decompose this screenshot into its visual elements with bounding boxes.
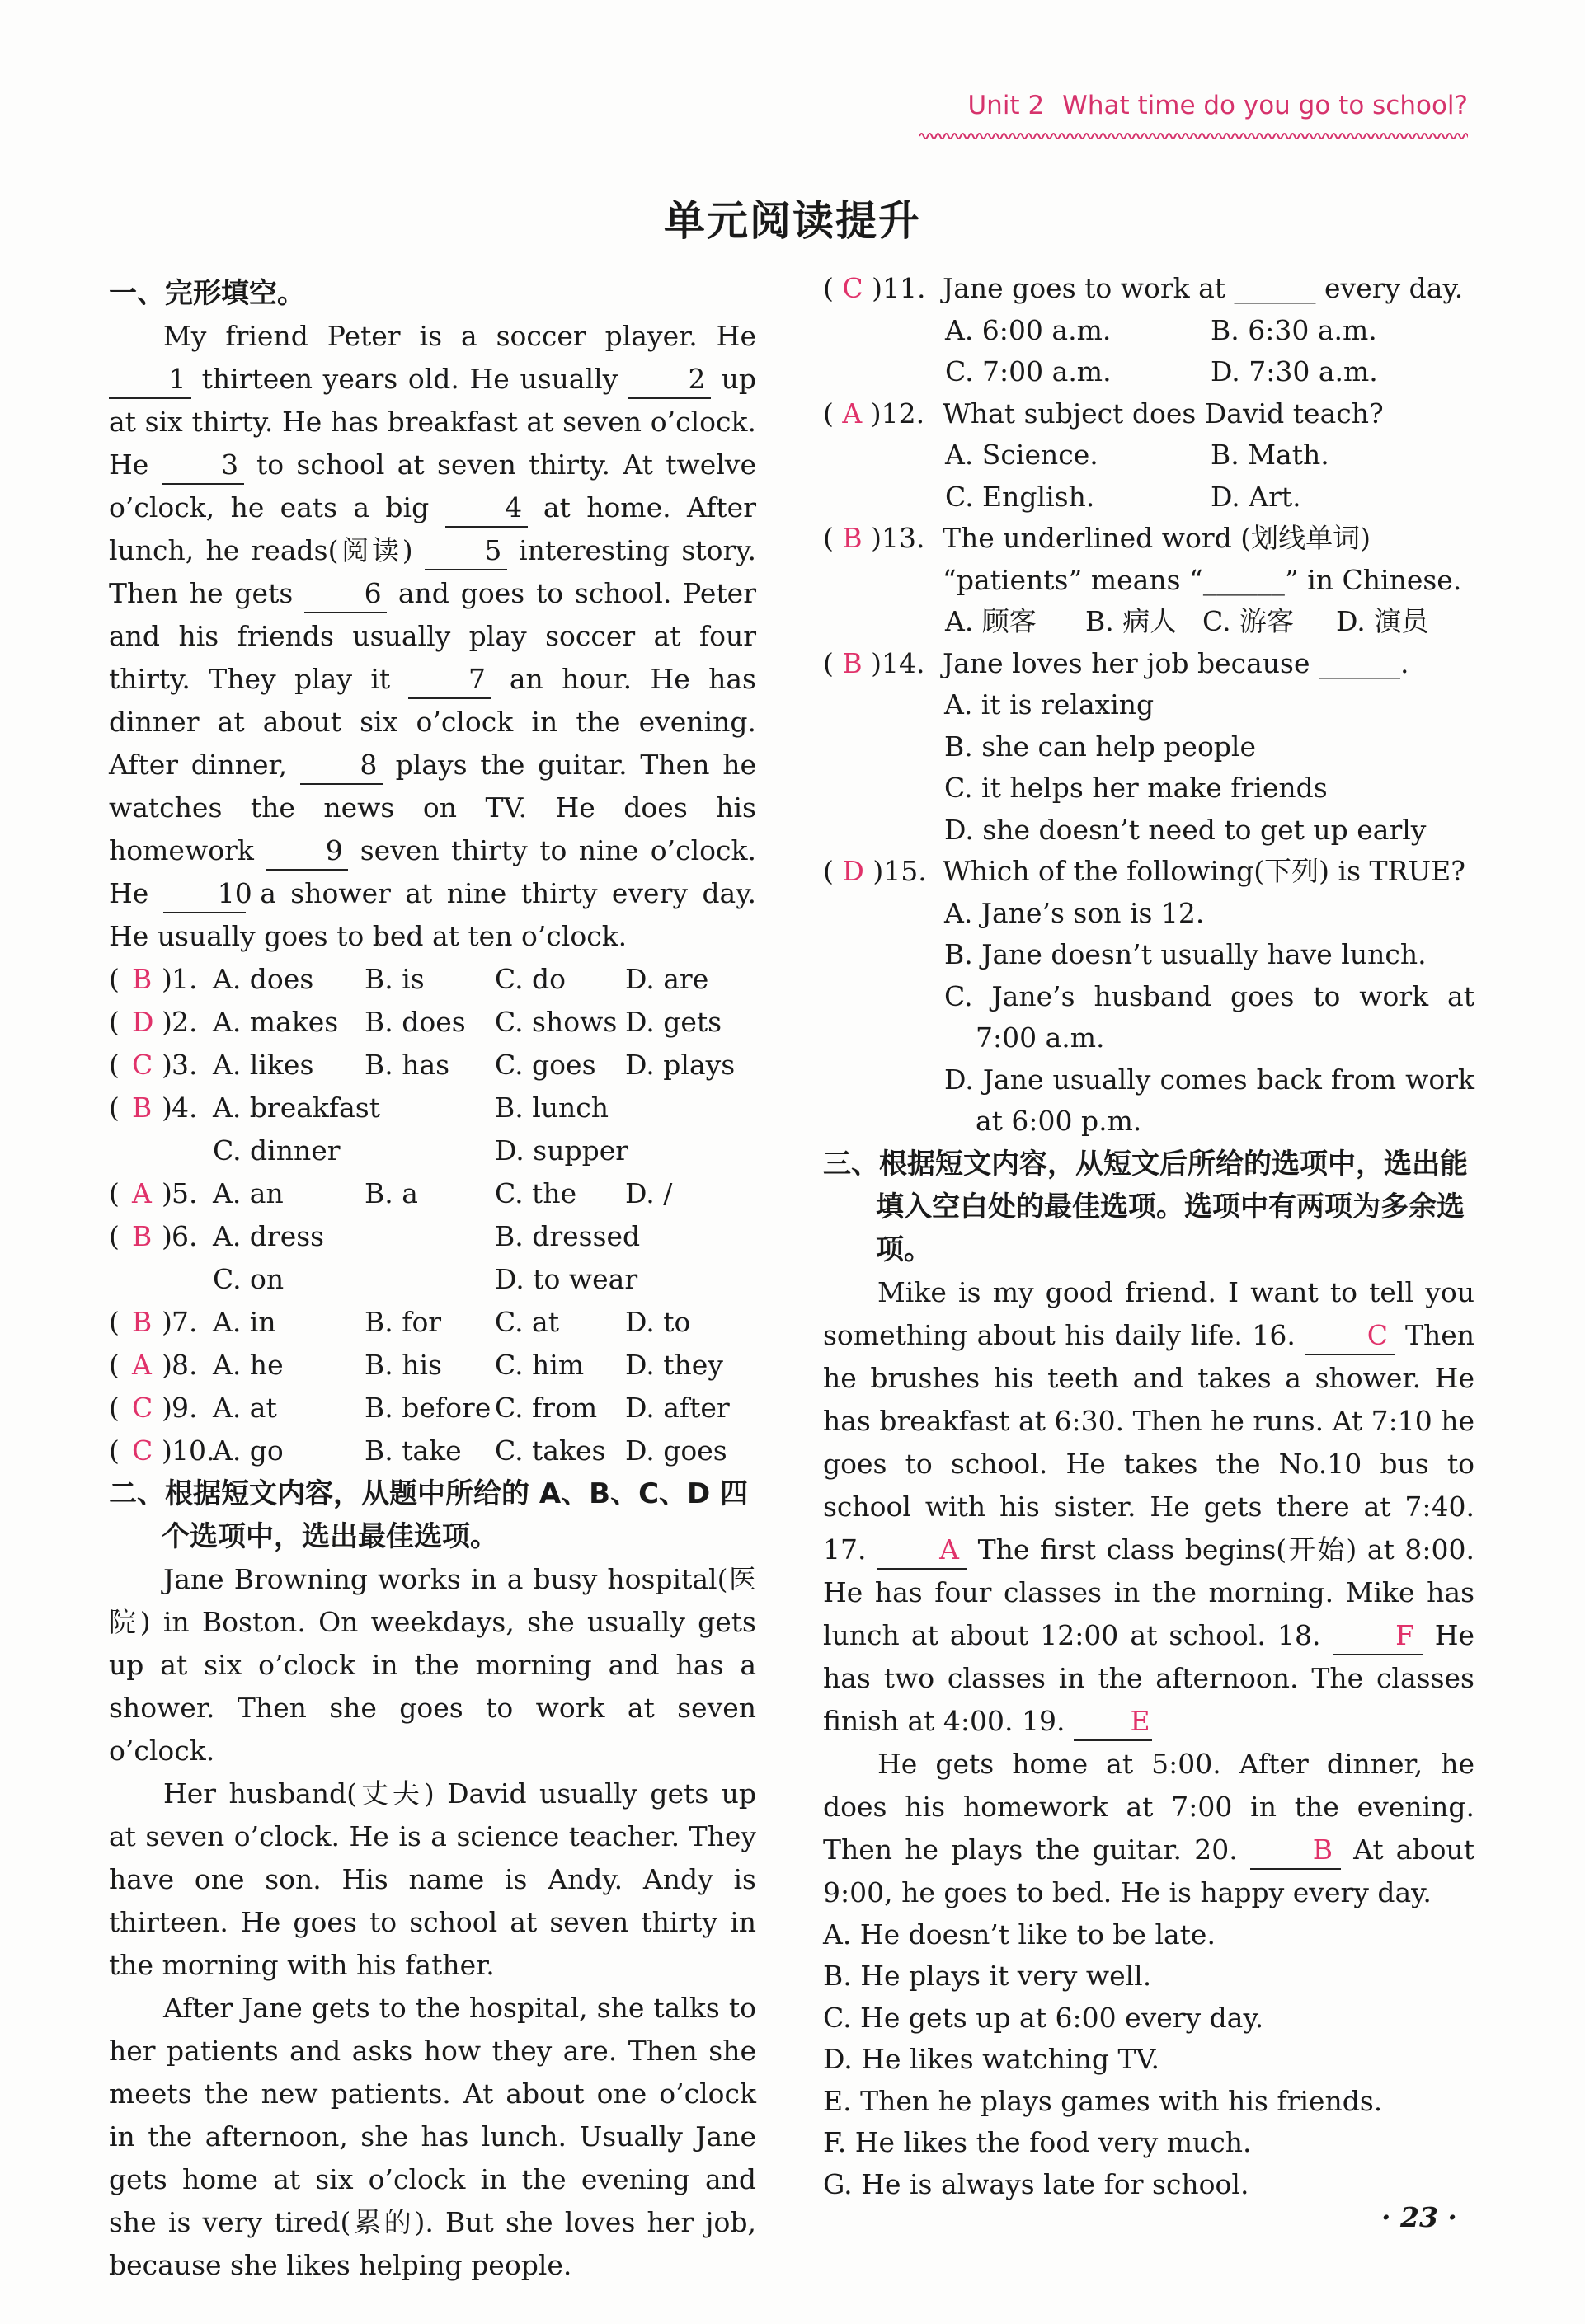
- paren-open: (: [109, 1349, 120, 1381]
- question-tag: ( C )11.: [823, 272, 926, 304]
- answer-letter: B: [132, 1220, 153, 1252]
- question-tag: ( A )12.: [823, 397, 925, 430]
- cloze-question: [109, 1087, 756, 1129]
- option-c: C. goes: [495, 1049, 596, 1081]
- section2-heading: 二、根据短文内容，从题中所给的 A、B、C、D 四个选项中，选出最佳选项。: [109, 1477, 749, 1553]
- question-option: C. Jane’s husband goes to work at 7:00 a.m.: [944, 979, 1474, 1054]
- question-option: D. Jane usually comes back from work at 6:00 p.m.: [944, 1063, 1474, 1137]
- gap-option: E. Then he plays games with his friends.: [823, 2084, 1383, 2117]
- option-c: C. shows: [495, 1006, 618, 1038]
- paren-open: (: [109, 1049, 120, 1081]
- paren-close: ): [162, 1349, 172, 1381]
- gap-options: [823, 1914, 1474, 2206]
- option-line: [823, 351, 1474, 393]
- question-option: B. Math.: [1211, 439, 1329, 471]
- question-option: B. Jane doesn’t usually have lunch.: [944, 938, 1427, 970]
- cloze-question-cont: [109, 1129, 756, 1172]
- question-number: 14.: [882, 646, 925, 679]
- question-stem: What subject does David teach?: [943, 397, 1384, 430]
- cloze-questions: [109, 958, 756, 1472]
- cloze-question: [109, 1344, 756, 1387]
- page-title: 单元阅读提升: [664, 197, 921, 245]
- paren-close: ): [162, 1177, 172, 1209]
- answer-letter: B: [132, 963, 153, 995]
- gap-answer-19: E: [1074, 1703, 1152, 1741]
- reading-paragraph-3: After Jane gets to the hospital, she talks to her patients and asks how they are. Then she meets the new patients. At about one o’clock in the afternoon, she has lunch. Usually Jane gets home at six o’clock in the evening and she is very tired(累的). But she loves her job, because she likes helping people.: [109, 1992, 756, 2281]
- answer-letter: C: [842, 272, 863, 304]
- paren-open: (: [109, 1006, 120, 1038]
- option-b: B. take: [365, 1434, 462, 1467]
- question-option: A. 顾客: [945, 605, 1037, 637]
- question-number: 15.: [883, 855, 927, 887]
- option-b: B. his: [365, 1349, 442, 1381]
- gap-option: A. He doesn’t like to be late.: [823, 1918, 1216, 1951]
- blank-10: 10: [163, 876, 246, 913]
- reading-question: [823, 643, 1474, 852]
- option-b: B. before: [365, 1392, 491, 1424]
- question-option: B. 6:30 a.m.: [1211, 313, 1377, 346]
- blank-7: 7: [408, 661, 491, 699]
- option-a: A. at: [213, 1392, 277, 1424]
- question-option: C. 7:00 a.m.: [945, 355, 1112, 387]
- question-tag: ( D )15.: [823, 855, 927, 887]
- option-d: D. they: [625, 1349, 723, 1381]
- blank-2: 2: [628, 361, 711, 399]
- gap-passage: Mike is my good friend. I want to tell you something about his daily life. 16. C Then he brushes his teeth and takes a shower. He has breakfast at 6:30. Then he runs. At 7:10 he goes to school. He takes the No.10 bus to school with his sister. He gets there at 7:40. 17. A The first class begins(开始) at 8:00. He has four classes in the morning. Mike has lunch at about 12:00 at school. 18. F He has two classes in the afternoon. The classes finish at 4:00. 19. E: [823, 1271, 1474, 1743]
- blank-9: 9: [266, 833, 348, 871]
- option-d: D. /: [625, 1177, 673, 1209]
- cloze-question: [109, 1001, 756, 1044]
- section1-heading: 一、完形填空。: [109, 277, 305, 310]
- cloze-question: [109, 958, 756, 1001]
- option-line: [823, 477, 1474, 519]
- reading-paragraph-1: Jane Browning works in a busy hospital(医院) in Boston. On weekdays, she usually gets up at six o’clock in the morning and has a shower. Then she goes to work at seven o’clock.: [109, 1563, 756, 1767]
- cloze-question: [109, 1044, 756, 1087]
- answer-letter: A: [132, 1177, 152, 1209]
- cloze-question: [109, 1215, 756, 1258]
- page-number: · 23 ·: [1381, 2201, 1457, 2233]
- paren-close: ): [162, 1434, 172, 1467]
- option-b: B. a: [365, 1177, 418, 1209]
- question-option: D. she doesn’t need to get up early: [944, 813, 1427, 846]
- question-stem: Jane goes to work at ______ every day.: [943, 272, 1464, 304]
- option-a: A. he: [213, 1349, 284, 1381]
- paren-open: (: [109, 1177, 120, 1209]
- question-number: 8.: [172, 1349, 198, 1381]
- reading-question: [823, 268, 1474, 393]
- answer-letter: C: [132, 1392, 153, 1424]
- paren-close: ): [162, 1392, 172, 1424]
- option-c: C. from: [495, 1392, 598, 1424]
- question-number: 7.: [172, 1306, 198, 1338]
- gap-passage-2: He gets home at 5:00. After dinner, he does his homework at 7:00 in the evening. Then he plays the guitar. 20. B At about 9:00, he goes to bed. He is happy every day.: [823, 1747, 1474, 1908]
- reading-questions: [823, 268, 1474, 1143]
- option-line: [823, 434, 1474, 477]
- question-option: D. Art.: [1211, 480, 1301, 513]
- paren-open: (: [109, 1306, 120, 1338]
- gap-option: D. He likes watching TV.: [823, 2043, 1160, 2075]
- gap-answer-20: B: [1250, 1832, 1341, 1870]
- option-line: [823, 601, 1474, 643]
- question-option: D. 演员: [1336, 605, 1429, 637]
- blank-4: 4: [445, 490, 528, 528]
- question-stem: Jane loves her job because ______.: [943, 646, 1409, 679]
- question-option: A. Jane’s son is 12.: [944, 896, 1205, 929]
- paren-close: ): [162, 1049, 172, 1081]
- answer-letter: D: [132, 1006, 154, 1038]
- question-option: C. it helps her make friends: [944, 772, 1328, 804]
- blank-1: 1: [109, 361, 191, 399]
- answer-letter: B: [132, 1306, 153, 1338]
- answer-letter: A: [132, 1349, 152, 1381]
- paren-close: ): [162, 1092, 172, 1124]
- option-b: B. lunch: [495, 1092, 609, 1124]
- question-number: 11.: [882, 272, 926, 304]
- option-b: B. dressed: [495, 1220, 641, 1252]
- answer-letter: B: [842, 646, 863, 679]
- cloze-question: [109, 1301, 756, 1344]
- option-c: C. do: [495, 963, 567, 995]
- reading-paragraph-2: Her husband(丈夫) David usually gets up at seven o’clock. He is a science teacher. They have one son. His name is Andy. Andy is thirteen. He goes to school at seven thirty in the morning with his father.: [109, 1777, 756, 1981]
- question-number: 13.: [882, 522, 925, 554]
- option-d: D. to: [625, 1306, 691, 1338]
- header-title: What time do you go to school?: [1062, 91, 1468, 120]
- header-unit: Unit 2: [967, 91, 1045, 120]
- question-stem: The underlined word (划线单词) “patients” means “______” in Chinese.: [943, 522, 1462, 596]
- cloze-question: [109, 1172, 756, 1215]
- question-tag: ( B )14.: [823, 646, 925, 679]
- answer-letter: B: [132, 1092, 153, 1124]
- question-option: A. 6:00 a.m.: [945, 313, 1112, 346]
- left-column: [109, 272, 756, 2287]
- question-number: 12.: [881, 397, 925, 430]
- gap-option: C. He gets up at 6:00 every day.: [823, 2001, 1264, 2034]
- question-number: 5.: [172, 1177, 198, 1209]
- option-d: D. goes: [625, 1434, 727, 1467]
- cloze-question-cont: [109, 1258, 756, 1301]
- answer-letter: B: [842, 522, 863, 554]
- option-b: B. for: [365, 1306, 442, 1338]
- question-number: 10.: [172, 1434, 215, 1467]
- paren-open: (: [109, 1392, 120, 1424]
- blank-6: 6: [304, 575, 387, 613]
- paren-close: ): [162, 1306, 172, 1338]
- answer-letter: D: [842, 855, 864, 887]
- gap-option: G. He is always late for school.: [823, 2167, 1249, 2200]
- option-d: D. supper: [495, 1134, 629, 1167]
- option-a: A. likes: [213, 1049, 314, 1081]
- gap-option: B. He plays it very well.: [823, 1960, 1152, 1992]
- option-line: [823, 310, 1474, 352]
- paren-open: (: [109, 963, 120, 995]
- option-c: C. on: [213, 1263, 285, 1295]
- option-a: A. dress: [213, 1220, 325, 1252]
- cloze-question: [109, 1387, 756, 1430]
- option-a: A. an: [213, 1177, 284, 1209]
- wavy-underline: [919, 130, 1468, 142]
- option-d: D. to wear: [495, 1263, 638, 1295]
- question-option: A. Science.: [945, 439, 1098, 471]
- answer-letter: A: [842, 397, 863, 430]
- answer-letter: C: [132, 1434, 153, 1467]
- reading-question: [823, 393, 1474, 519]
- question-number: 1.: [172, 963, 198, 995]
- paren-close: ): [162, 963, 172, 995]
- option-d: D. are: [625, 963, 709, 995]
- option-d: D. plays: [625, 1049, 736, 1081]
- question-number: 4.: [172, 1092, 198, 1124]
- option-a: A. go: [213, 1434, 284, 1467]
- gap-answer-17: A: [877, 1532, 967, 1570]
- question-option: C. 游客: [1202, 605, 1295, 637]
- option-c: C. dinner: [213, 1134, 341, 1167]
- option-c: C. at: [495, 1306, 559, 1338]
- blank-8: 8: [300, 747, 383, 785]
- paren-open: (: [109, 1092, 120, 1124]
- cloze-question: [109, 1430, 756, 1472]
- option-b: B. is: [365, 963, 425, 995]
- blank-3: 3: [162, 447, 244, 485]
- option-a: A. breakfast: [213, 1092, 380, 1124]
- paren-open: (: [109, 1220, 120, 1252]
- question-option: A. it is relaxing: [944, 688, 1155, 721]
- answer-letter: C: [132, 1049, 153, 1081]
- option-c: C. the: [495, 1177, 577, 1209]
- reading-question: [823, 518, 1474, 643]
- option-d: D. gets: [625, 1006, 722, 1038]
- question-number: 9.: [172, 1392, 198, 1424]
- paren-open: (: [109, 1434, 120, 1467]
- reading-question: [823, 851, 1474, 1143]
- gap-answer-18: F: [1333, 1617, 1423, 1655]
- question-option: B. she can help people: [944, 730, 1257, 763]
- blank-5: 5: [425, 533, 507, 570]
- gap-option: F. He likes the food very much.: [823, 2126, 1252, 2158]
- paren-close: ): [162, 1220, 172, 1252]
- question-number: 6.: [172, 1220, 198, 1252]
- question-number: 2.: [172, 1006, 198, 1038]
- right-column: [823, 268, 1474, 2205]
- running-header: [932, 91, 1468, 120]
- option-a: A. does: [213, 963, 314, 995]
- option-c: C. him: [495, 1349, 585, 1381]
- section3-heading: 三、根据短文内容，从短文后所给的选项中，选出能填入空白处的最佳选项。选项中有两项为多余选项。: [823, 1147, 1468, 1266]
- question-option: B. 病人: [1085, 605, 1178, 637]
- paren-close: ): [162, 1006, 172, 1038]
- option-d: D. after: [625, 1392, 730, 1424]
- option-a: A. makes: [213, 1006, 339, 1038]
- gap-answer-16: C: [1305, 1317, 1395, 1355]
- question-number: 3.: [172, 1049, 198, 1081]
- question-option: D. 7:30 a.m.: [1211, 355, 1378, 387]
- cloze-passage: My friend Peter is a soccer player. He 1 thirteen years old. He usually 2 up at six thirty. He has breakfast at seven o’clock. He 3 to school at seven thirty. At twelve o’clock, he eats a big 4 at home. After lunch, he reads(阅读) 5 interesting story. Then he gets 6 and goes to school. Peter and his friends usually play soccer at four thirty. They play it 7 an hour. He has dinner at about six o’clock in the evening. After dinner, 8 plays the guitar. Then he watches the news on TV. He does his homework 9 seven thirty to nine o’clock. He 10 a shower at nine thirty every day. He usually goes to bed at ten o’clock.: [109, 320, 757, 952]
- question-stem: Which of the following(下列) is TRUE?: [943, 855, 1465, 887]
- option-b: B. has: [365, 1049, 450, 1081]
- option-b: B. does: [365, 1006, 466, 1038]
- question-tag: ( B )13.: [823, 522, 925, 554]
- option-a: A. in: [213, 1306, 276, 1338]
- option-c: C. takes: [495, 1434, 606, 1467]
- question-option: C. English.: [945, 480, 1095, 513]
